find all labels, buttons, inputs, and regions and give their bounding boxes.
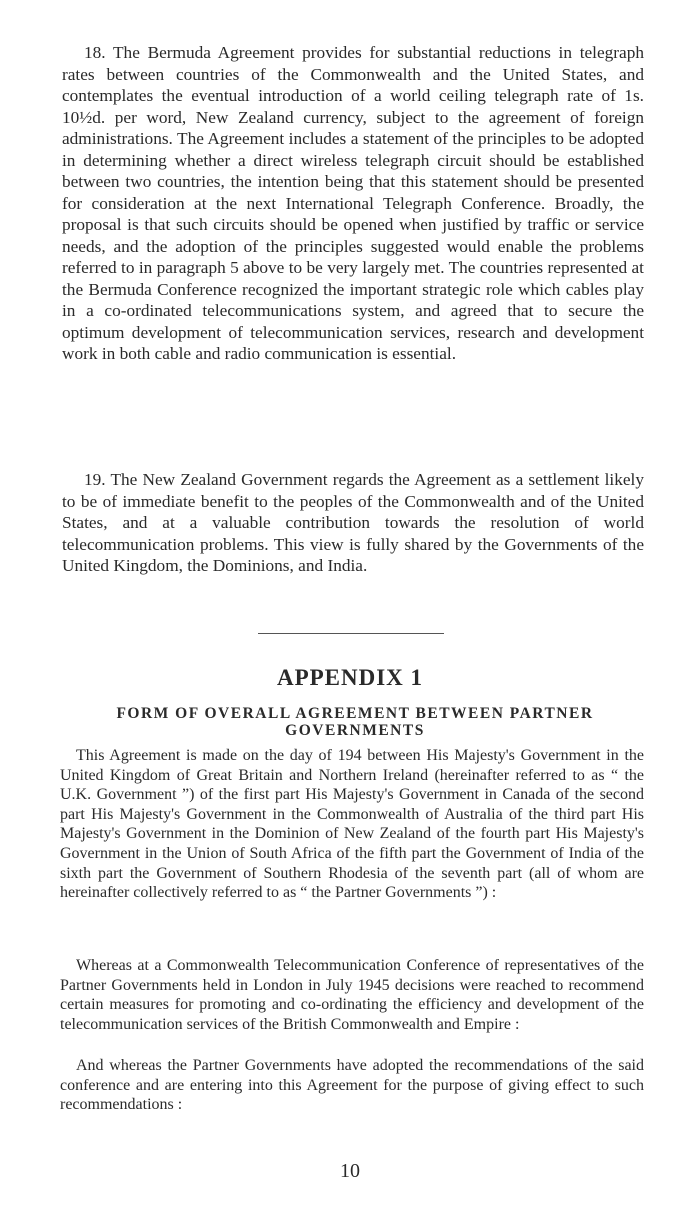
page-number: 10 (340, 1160, 360, 1182)
appendix-subtitle: FORM OF OVERALL AGREEMENT BETWEEN PARTNER GOVERNMENTS (116, 705, 594, 739)
paragraph-18: 18. The Bermuda Agreement provides for substantial reductions in telegraph rates between countries of the Commonwealth and the United States, and contemplates the eventual introduction of a world ceiling telegraph rate of 1s. 10½d. per word, New Zealand currency, subject to the agreement of foreign administrations. The Agreement includes a statement of the principles to be adopted in determining whether a direct wireless telegraph circuit should be established between two countries, the intention being that this statement should be presented for consideration at the next International Telegraph Conference. Broadly, the proposal is that such circuits should be opened when justified by traffic or service needs, and the adoption of the principles suggested would enable the problems referred to in paragraph 5 above to be very largely met. The countries represented at the Bermuda Conference recognized the important strategic role which cables play in a co-ordinated telecommunications system, and agreed that to secure the optimum development of telecommunication services, research and development work in both cable and radio communication is essential. (62, 43, 644, 363)
agreement-paragraph: This Agreement is made on the day of 194 between His Majesty's Government in the United Kingdom of Great Britain and Northern Ireland (hereinafter referred to as “ the U.K. Government ”) of the first part His Majesty's Government in Canada of the second part His Majesty's Government in the Commonwealth of Australia of the third part His Majesty's Government in the Dominion of New Zealand of the fourth part His Majesty's Government in the Union of South Africa of the fifth part the Government of India of the sixth part the Government of Southern Rhodesia of the seventh part (all of whom are hereinafter collectively referred to as “ the Partner Governments ”) : (60, 747, 644, 902)
section-divider (258, 633, 444, 634)
paragraph-19: 19. The New Zealand Government regards the Agreement as a settlement likely to be of immediate benefit to the peoples of the Commonwealth and of the United States, and at a valuable contribution towards the resolution of world telecommunication problems. This view is fully shared by the Governments of the United Kingdom, the Dominions, and India. (62, 470, 644, 575)
and-whereas-paragraph: And whereas the Partner Governments have adopted the recommendations of the said conference and are entering into this Agreement for the purpose of giving effect to such recommendations : (60, 1057, 644, 1114)
appendix-title: APPENDIX 1 (276, 665, 424, 690)
whereas-paragraph: Whereas at a Commonwealth Telecommunication Conference of representatives of the Partner Governments held in London in July 1945 decisions were reached to recommend certain measures for promoting and co-ordinating the efficiency and development of the telecommunication services of the British Commonwealth and Empire : (60, 957, 644, 1033)
